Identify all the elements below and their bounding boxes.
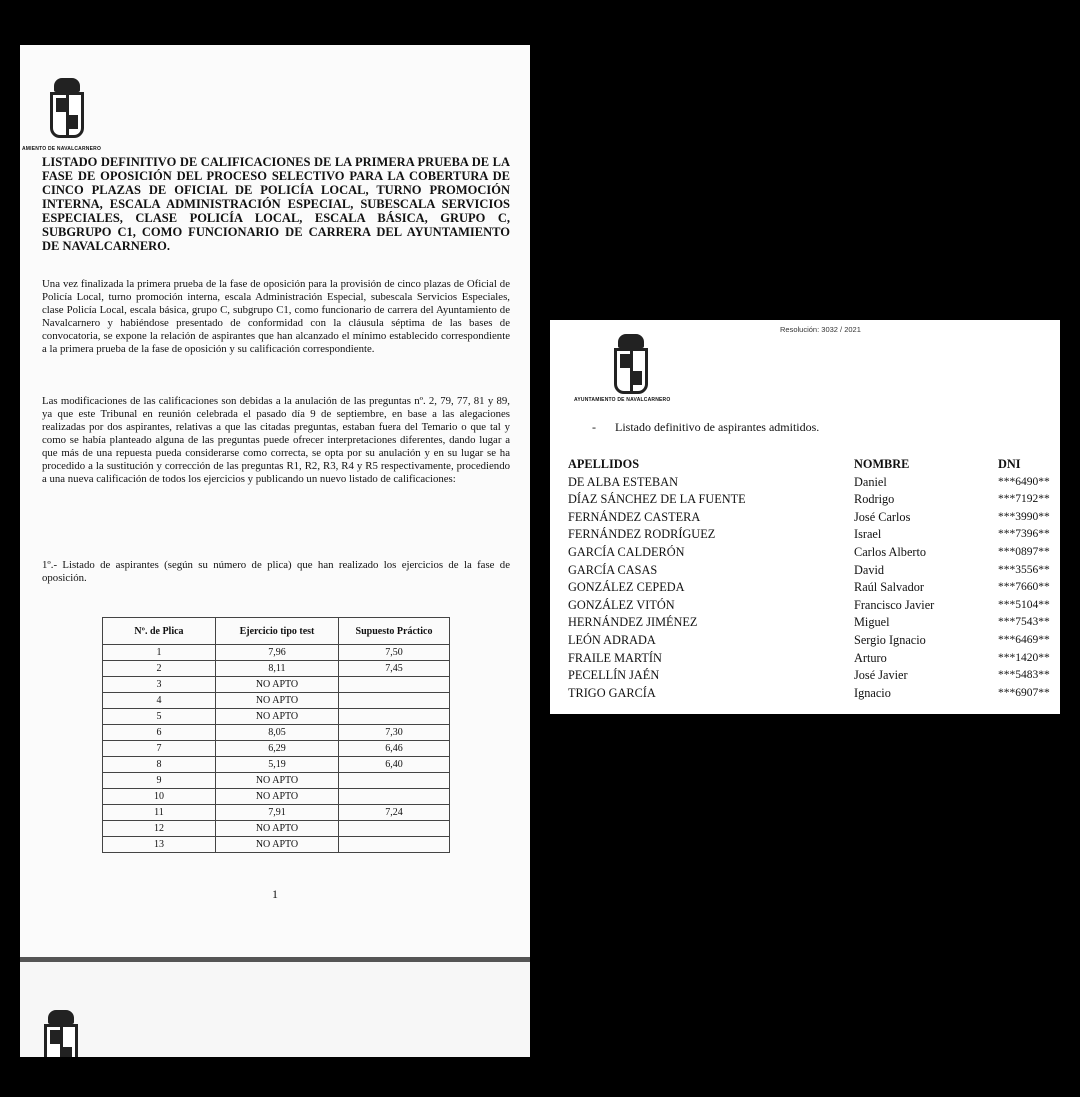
cell-plica: 6 [103, 725, 216, 741]
cell-apellidos: DE ALBA ESTEBAN [568, 474, 678, 489]
cell-nombre: Rodrigo [854, 492, 895, 507]
cell-test: NO APTO [216, 773, 339, 789]
table-row [103, 773, 450, 789]
cell-apellidos: GONZÁLEZ CEPEDA [568, 580, 685, 595]
cell-dni: ***1420** [998, 651, 1050, 664]
cell-practico [339, 773, 450, 789]
cell-practico: 6,46 [339, 741, 450, 757]
cell-nombre: Israel [854, 527, 882, 542]
cell-test: NO APTO [216, 789, 339, 805]
cell-dni: ***5483** [998, 669, 1050, 682]
coat-of-arms-icon [44, 1010, 78, 1057]
cell-practico [339, 789, 450, 805]
document-page-2-top [20, 962, 530, 1057]
table-row [103, 757, 450, 773]
cell-nombre: David [854, 562, 885, 577]
cell-apellidos: GONZÁLEZ VITÓN [568, 597, 675, 612]
cell-apellidos: GARCÍA CASAS [568, 562, 658, 577]
page-number: 1 [272, 887, 278, 901]
cell-plica: 13 [103, 837, 216, 853]
table-row [103, 837, 450, 853]
cell-apellidos: HERNÁNDEZ JIMÉNEZ [568, 615, 698, 630]
column-header-nombre: NOMBRE [854, 457, 910, 471]
cell-test: NO APTO [216, 693, 339, 709]
cell-dni: ***7543** [998, 616, 1050, 629]
column-header: Supuesto Práctico [339, 618, 450, 645]
cell-apellidos: FERNÁNDEZ CASTERA [568, 509, 701, 524]
cell-practico [339, 677, 450, 693]
cell-plica: 10 [103, 789, 216, 805]
cell-dni: ***0897** [998, 545, 1050, 558]
cell-dni: ***3990** [998, 510, 1050, 523]
cell-plica: 8 [103, 757, 216, 773]
cell-practico: 7,30 [339, 725, 450, 741]
cell-nombre: Francisco Javier [854, 597, 935, 612]
cell-test: 8,05 [216, 725, 339, 741]
cell-test: 7,96 [216, 645, 339, 661]
cell-dni: ***6490** [998, 475, 1050, 488]
cell-dni: ***7660** [998, 581, 1050, 594]
cell-plica: 5 [103, 709, 216, 725]
cell-nombre: Arturo [854, 650, 887, 665]
grades-table-header [103, 618, 450, 645]
cell-nombre: José Carlos [854, 509, 911, 524]
table-row [103, 645, 450, 661]
cell-dni: ***6907** [998, 686, 1050, 699]
cell-nombre: Carlos Alberto [854, 544, 927, 559]
column-header: Ejercicio tipo test [216, 618, 339, 645]
cell-plica: 3 [103, 677, 216, 693]
coat-of-arms-icon [614, 334, 648, 396]
resolution-number: Resolución: 3032 / 2021 [780, 325, 861, 334]
table-row [103, 821, 450, 837]
table-row [103, 709, 450, 725]
table-row [103, 661, 450, 677]
cell-apellidos: FERNÁNDEZ RODRÍGUEZ [568, 527, 716, 542]
cell-plica: 7 [103, 741, 216, 757]
cell-apellidos: PECELLÍN JAÉN [568, 668, 660, 683]
cell-dni: ***5104** [998, 598, 1050, 611]
cell-test: 6,29 [216, 741, 339, 757]
cell-test: NO APTO [216, 821, 339, 837]
document-page-1 [20, 45, 530, 957]
cell-practico: 6,40 [339, 757, 450, 773]
cell-practico [339, 693, 450, 709]
table-row [103, 805, 450, 821]
grades-table [102, 617, 450, 853]
cell-nombre: Miguel [854, 615, 890, 630]
cell-practico [339, 821, 450, 837]
cell-practico: 7,45 [339, 661, 450, 677]
cell-practico [339, 709, 450, 725]
admitted-list-page [550, 320, 1060, 714]
intro-paragraph: Una vez finalizada la primera prueba de la fase de oposición para la provisión de cinco plazas de Oficial de Policía Local, turno promoción interna, escala Administración Especial, subescala Servicios Especiales, clase Policía Local, escala básica, grupo C, subgrupo C1, como funcionario de carrera del Ayuntamiento de Navalcarnero y habiéndose presentado de conformidad con la cláusula séptima de las bases de convocatoria, se expone la relación de aspirantes que han alcanzado el mínimo establecido correspondiente a la primera prueba de la fase de oposición y su calificación correspondiente. [42, 278, 510, 355]
table-row [103, 741, 450, 757]
cell-plica: 11 [103, 805, 216, 821]
cell-apellidos: LEÓN ADRADA [568, 632, 656, 647]
table-row [103, 789, 450, 805]
cell-test: NO APTO [216, 677, 339, 693]
cell-dni: ***6469** [998, 633, 1050, 646]
municipality-label: AMIENTO DE NAVALCARNERO [22, 146, 102, 152]
column-header-apellidos: APELLIDOS [568, 457, 640, 471]
cell-plica: 1 [103, 645, 216, 661]
cell-nombre: Daniel [854, 474, 887, 489]
cell-practico: 7,50 [339, 645, 450, 661]
modifications-paragraph: Las modificaciones de las calificaciones son debidas a la anulación de las preguntas nº. 2, 79, 77, 81 y 89, ya que este Tribunal en reunión celebrada el pasado día 9 de septiembre, en base a las alegaciones realizadas por dos aspirantes, relativas a que las citadas preguntas, estaban fuera del Temario o que tal y como se había planteado alguna de las preguntas puede ofrecer interpretaciones diferentes, dando lugar a que más de una repuesta pueda considerarse como correcta, se opta por su anulación y en su lugar se ha procedido a la sustitución y corrección de las preguntas R1, R2, R3, R4 y R5 respectivamente, procediendo a una nueva calificación de todos los ejercicios y publicando un nuevo listado de calificaciones: [42, 395, 510, 485]
cell-apellidos: TRIGO GARCÍA [568, 685, 656, 700]
table-row [103, 677, 450, 693]
list-intro-paragraph: 1º.- Listado de aspirantes (según su número de plica) que han realizado los ejercicios de la fase de oposición. [42, 559, 510, 584]
cell-nombre: Sergio Ignacio [854, 632, 926, 647]
cell-plica: 2 [103, 661, 216, 677]
cell-apellidos: DÍAZ SÁNCHEZ DE LA FUENTE [568, 492, 746, 507]
cell-apellidos: GARCÍA CALDERÓN [568, 544, 685, 559]
cell-dni: ***7192** [998, 493, 1050, 506]
cell-plica: 9 [103, 773, 216, 789]
list-heading-text: Listado definitivo de aspirantes admitidos. [615, 420, 820, 434]
bullet-dash: - [592, 420, 596, 434]
document-title: LISTADO DEFINITIVO DE CALIFICACIONES DE LA PRIMERA PRUEBA DE LA FASE DE OPOSICIÓN DEL PROCESO SELECTIVO PARA LA COBERTURA DE CINCO PLAZAS DE OFICIAL DE POLICÍA LOCAL, TURNO PROMOCIÓN INTERNA, ESCALA ADMINISTRACIÓN ESPECIAL, SUBESCALA SERVICIOS ESPECIALES, CLASE POLICÍA LOCAL, ESCALA BÁSICA, GRUPO C, SUBGRUPO C1, COMO FUNCIONARIO DE CARRERA DEL AYUNTAMIENTO DE NAVALCARNERO. [42, 155, 510, 253]
list-heading [592, 420, 819, 435]
cell-test: 5,19 [216, 757, 339, 773]
column-header-dni: DNI [998, 457, 1021, 471]
cell-practico [339, 837, 450, 853]
cell-dni: ***3556** [998, 563, 1050, 576]
coat-of-arms-icon [50, 78, 84, 140]
cell-dni: ***7396** [998, 528, 1050, 541]
cell-plica: 4 [103, 693, 216, 709]
cell-test: 8,11 [216, 661, 339, 677]
cell-nombre: Ignacio [854, 685, 891, 700]
cell-apellidos: FRAILE MARTÍN [568, 650, 662, 665]
cell-test: NO APTO [216, 837, 339, 853]
column-header: Nº. de Plica [103, 618, 216, 645]
cell-test: NO APTO [216, 709, 339, 725]
cell-practico: 7,24 [339, 805, 450, 821]
table-row [103, 693, 450, 709]
cell-nombre: José Javier [854, 668, 908, 683]
cell-nombre: Raúl Salvador [854, 580, 925, 595]
cell-test: 7,91 [216, 805, 339, 821]
municipality-label: AYUNTAMIENTO DE NAVALCARNERO [574, 397, 671, 403]
table-row [103, 725, 450, 741]
cell-plica: 12 [103, 821, 216, 837]
